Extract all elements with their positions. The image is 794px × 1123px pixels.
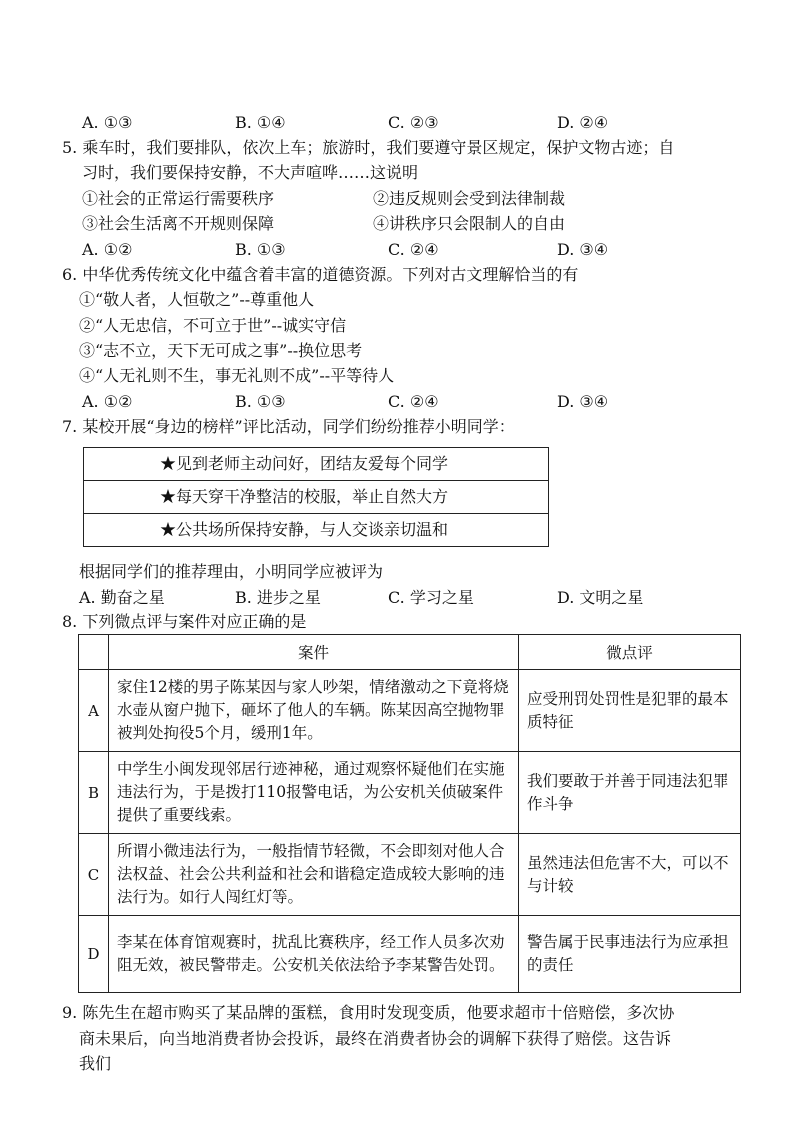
- q5-item-1: ①社会的正常运行需要秩序: [82, 189, 275, 208]
- q7-box-row-1: ★见到老师主动问好，团结友爱每个同学: [84, 448, 548, 481]
- q4-option-d: D. ②④: [557, 113, 609, 132]
- row-letter: B: [79, 752, 109, 834]
- row-letter: D: [79, 916, 109, 993]
- q8-stem: 8. 下列微点评与案件对应正确的是: [62, 612, 307, 631]
- table-row: [79, 670, 741, 752]
- q6-option-a: A. ①②: [82, 392, 133, 411]
- q7-stem: 7. 某校开展“身边的榜样”评比活动，同学们纷纷推荐小明同学：: [62, 417, 515, 436]
- q5-stem-line2: 习时，我们要保持安静，不大声喧哗……这说明: [82, 163, 419, 182]
- row-case: 家住12楼的男子陈某因与家人吵架，情绪激动之下竟将烧水壶从窗户抛下，砸坏了他人的车辆。陈某因高空抛物罪被判处拘役5个月，缓刑1年。: [109, 670, 519, 752]
- q5-option-a: A. ①②: [82, 240, 133, 259]
- table-header-row: [79, 635, 741, 670]
- table-header-comment: 微点评: [519, 635, 741, 670]
- q6-stem: 6. 中华优秀传统文化中蕴含着丰富的道德资源。下列对古文理解恰当的有: [62, 265, 579, 284]
- q5-item-3: ③社会生活离不开规则保障: [82, 214, 275, 233]
- table-row: [79, 916, 741, 993]
- q7-follow: 根据同学们的推荐理由，小明同学应被评为: [79, 562, 384, 581]
- q7-option-d: D. 文明之星: [557, 588, 644, 607]
- q7-option-c: C. 学习之星: [388, 588, 474, 607]
- q6-item-4: ④“人无礼则不生，事无礼则不成”--平等待人: [79, 366, 395, 385]
- q4-option-b: B. ①④: [235, 113, 286, 132]
- table-header-blank: [79, 635, 109, 670]
- q5-option-b: B. ①③: [235, 240, 286, 259]
- q6-option-b: B. ①③: [235, 392, 286, 411]
- q4-option-a: A. ①③: [82, 113, 133, 132]
- q6-item-1: ①“敬人者，人恒敬之”--尊重他人: [79, 290, 315, 309]
- q5-option-c: C. ②④: [388, 240, 439, 259]
- row-case: 所谓小微违法行为，一般指情节轻微，不会即刻对他人合法权益、社会公共利益和社会和谐稳定造成较大影响的违法行为。如行人闯红灯等。: [109, 834, 519, 916]
- q8-case-table: [78, 634, 741, 993]
- q6-option-d: D. ③④: [557, 392, 609, 411]
- row-case: 李某在体育馆观赛时，扰乱比赛秩序，经工作人员多次劝阻无效，被民警带走。公安机关依法给予李某警告处罚。: [109, 916, 519, 993]
- q7-option-b: B. 进步之星: [235, 588, 321, 607]
- q6-option-c: C. ②④: [388, 392, 439, 411]
- q5-option-d: D. ③④: [557, 240, 609, 259]
- row-letter: A: [79, 670, 109, 752]
- q9-line1: 9. 陈先生在超市购买了某品牌的蛋糕，食用时发现变质，他要求超市十倍赔偿，多次协: [62, 1003, 675, 1022]
- row-comment: 警告属于民事违法行为应承担的责任: [519, 916, 741, 993]
- q7-box-row-3: ★公共场所保持安静，与人交谈亲切温和: [160, 520, 449, 539]
- q6-item-2: ②“人无忠信，不可立于世”--诚实守信: [79, 316, 347, 335]
- q7-box-row-2: ★每天穿干净整洁的校服，举止自然大方: [84, 481, 548, 514]
- q9-line2: 商未果后，向当地消费者协会投诉，最终在消费者协会的调解下获得了赔偿。这告诉: [79, 1029, 672, 1048]
- q4-option-c: C. ②③: [388, 113, 439, 132]
- q5-item-2: ②违反规则会受到法律制裁: [373, 189, 566, 208]
- q7-option-a: A. 勤奋之星: [79, 588, 165, 607]
- q9-line3: 我们: [79, 1054, 112, 1073]
- row-comment: 虽然违法但危害不大，可以不与计较: [519, 834, 741, 916]
- row-case: 中学生小闽发现邻居行迹神秘，通过观察怀疑他们在实施违法行为，于是拨打110报警电话，为公安机关侦破案件提供了重要线索。: [109, 752, 519, 834]
- q7-recommendation-box: [83, 447, 549, 547]
- table-header-case: 案件: [109, 635, 519, 670]
- q5-stem-line1: 5. 乘车时，我们要排队，依次上车；旅游时，我们要遵守景区规定，保护文物古迹；自: [62, 138, 675, 157]
- row-comment: 我们要敢于并善于同违法犯罪作斗争: [519, 752, 741, 834]
- q5-item-4: ④讲秩序只会限制人的自由: [373, 214, 566, 233]
- table-row: [79, 834, 741, 916]
- table-row: [79, 752, 741, 834]
- row-comment: 应受刑罚处罚性是犯罪的最本质特征: [519, 670, 741, 752]
- q6-item-3: ③“志不立，天下无可成之事”--换位思考: [79, 341, 363, 360]
- row-letter: C: [79, 834, 109, 916]
